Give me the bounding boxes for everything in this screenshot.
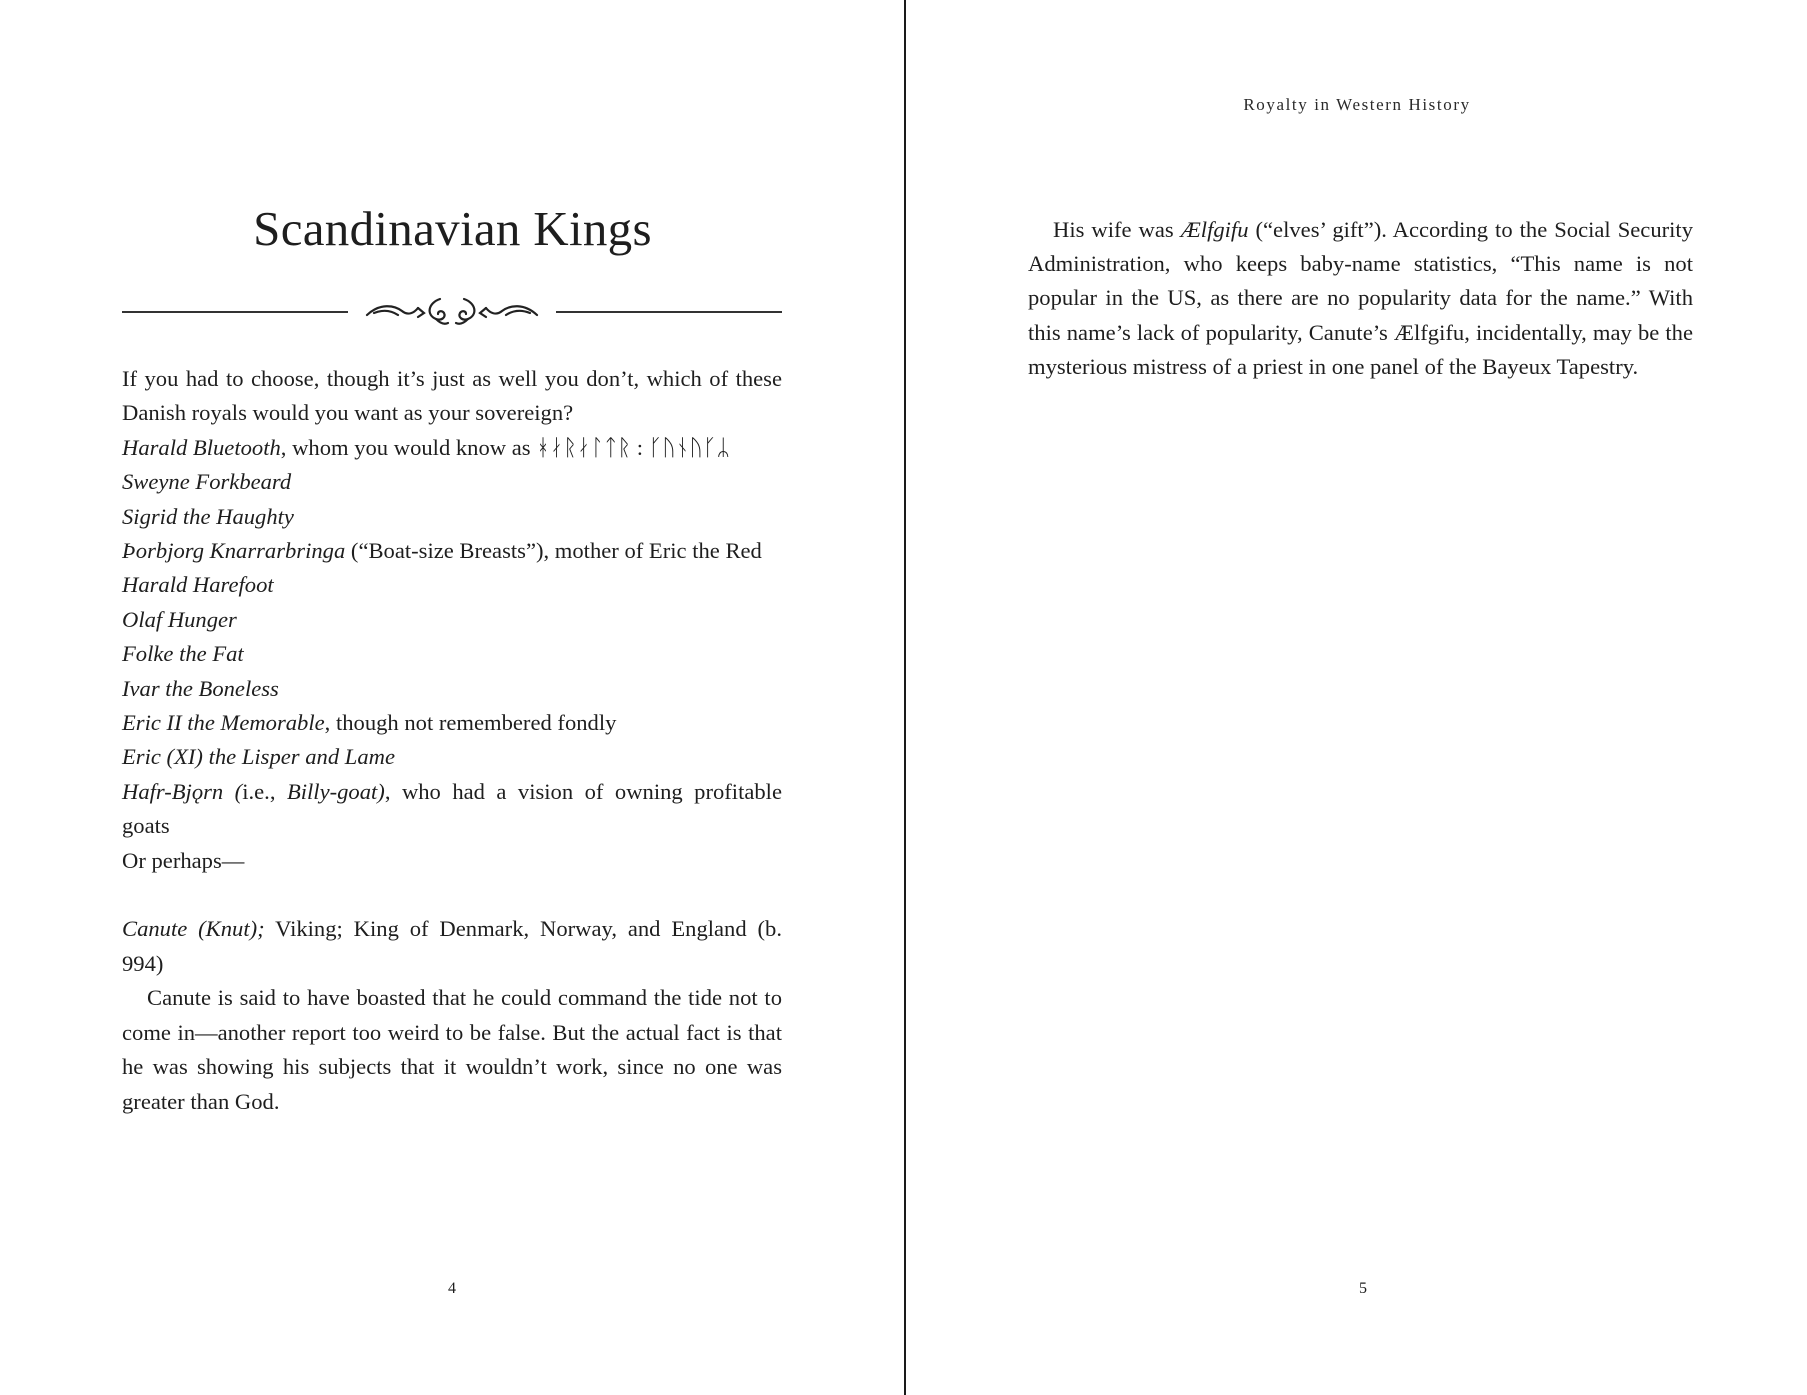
king-note: , whom you would know as ᚼᛅᚱᛅᛚᛏᚱ : ᚴᚢᚾᚢᚴᛦ	[280, 434, 731, 460]
king-entry	[122, 637, 782, 671]
ornament-rule-right	[556, 311, 782, 313]
para-rest: (“elves’ gift”). According to the Social Security Administration, who keeps baby-name statistics, “This name is not popular in the US, as there are no popularity data for the name.” With this name’s lack of popularity, Canute’s Ælfgifu, incidentally, may be the mysterious mistress of a priest in one panel of the Bayeux Tapestry.	[1028, 216, 1693, 380]
king-name: Harald Bluetooth	[122, 434, 281, 460]
ornament-rule-left	[122, 311, 348, 313]
king-name: Þorbjorg Knarrarbringa	[122, 538, 346, 564]
king-note: , who had a vision of owning profitable goats	[122, 778, 782, 839]
intro-paragraph: If you had to choose, though it’s just as well you don’t, which of these Danish royals would you want as your sovereign?	[122, 366, 782, 426]
king-entry	[122, 568, 782, 602]
king-name: Eric (XI) the Lisper and Lame	[122, 744, 395, 770]
king-name: Sigrid the Haughty	[122, 503, 294, 529]
running-head: Royalty in Western History	[1243, 95, 1471, 114]
king-entry	[122, 706, 782, 740]
or-perhaps-line: Or perhaps—	[122, 847, 245, 873]
king-name: Folke the Fat	[122, 641, 244, 667]
king-entry	[122, 431, 782, 465]
king-name: Eric II the Memorable	[122, 710, 325, 736]
king-name: Olaf Hunger	[122, 606, 237, 632]
para-start: His wife was	[1053, 216, 1181, 242]
canute-entry	[122, 912, 782, 981]
king-alias: Billy-goat)	[286, 778, 385, 804]
king-name: Harald Harefoot	[122, 572, 274, 598]
king-note: (“Boat-size Breasts”), mother of Eric the Red	[345, 538, 762, 564]
book-spine-divider	[904, 0, 906, 1395]
king-note: , though not remembered fondly	[324, 710, 617, 736]
king-name: Ivar the Boneless	[122, 675, 279, 701]
king-entry	[122, 775, 782, 844]
canute-title: Viking; King of Denmark, Norway, and England (b. 994)	[122, 916, 782, 976]
king-entry	[122, 603, 782, 637]
king-entry	[122, 465, 782, 499]
paragraph-gap	[122, 878, 782, 912]
king-name: Sweyne Forkbeard	[122, 469, 292, 495]
king-entry	[122, 534, 782, 568]
page-number-left: 4	[448, 1280, 456, 1297]
flourish-ornament-icon	[362, 291, 542, 331]
king-entry	[122, 500, 782, 534]
king-entry	[122, 672, 782, 706]
chapter-title: Scandinavian Kings	[253, 201, 652, 256]
king-entry	[122, 740, 782, 774]
page-number-right: 5	[1359, 1280, 1367, 1297]
title-ornament	[122, 291, 782, 331]
left-body-text	[122, 362, 782, 1119]
canute-paragraph: Canute is said to have boasted that he could command the tide not to come in—another report too weird to be false. But the actual fact is that he was showing his subjects that it wouldn’t work, since no one was greater than God.	[122, 985, 782, 1114]
canute-name: Canute (Knut);	[122, 916, 265, 942]
king-name: Hafr-Bjǫrn (	[122, 778, 243, 804]
wife-name: Ælfgifu	[1180, 216, 1249, 242]
right-page	[907, 0, 1807, 1395]
right-body-paragraph	[1028, 213, 1693, 385]
king-abbrev: i.e.,	[242, 778, 287, 804]
